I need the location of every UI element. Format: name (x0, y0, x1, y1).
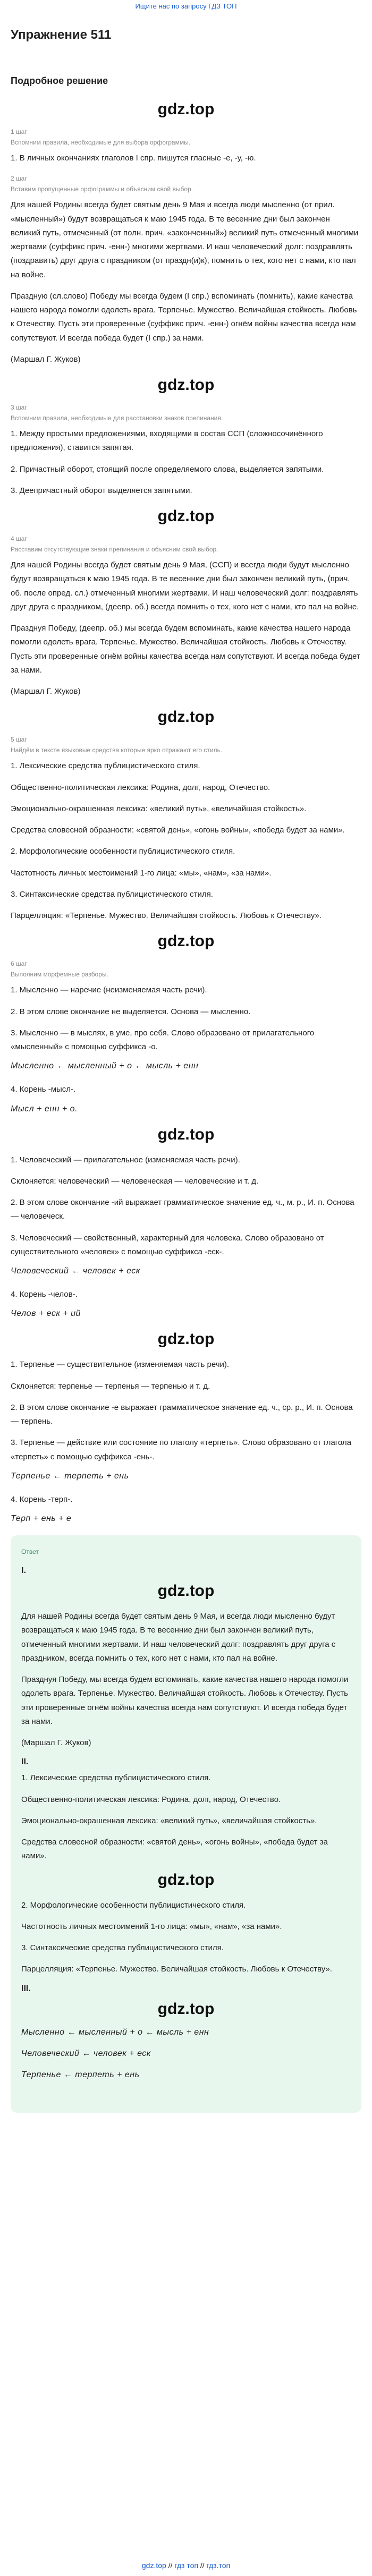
answer-text: Для нашей Родины всегда будет святым день 9 Мая, и всегда люди мысленно будут возвращаться к маю 1945 года. В те весенние дни был закончен великий путь, отмеченный многими жертвами. И наш человеческий долг: поздравлять друг друга с праздником, всегда помнить о тех, кого нет с нами, кто пал на войне. (21, 1612, 336, 1663)
step-text: Эмоционально-окрашенная лексика: «великий путь», «величайшая стойкость». (11, 804, 307, 813)
step-text: (Маршал Г. Жуков) (11, 354, 81, 364)
step-text: 4. Корень -челов-. (11, 1290, 78, 1299)
step-text: 2. В этом слове окончание -е выражает грамматическое значение ед. ч., ср. р., И. п. Основа — терпень. (11, 1402, 353, 1426)
step-5 (11, 736, 361, 923)
step-text: 3. Терпенье — действие или состояние по глаголу «терпеть». Слово образовано от глагола «терпеть» с помощью суффикса -ень-. (11, 1438, 352, 1461)
top-search-link[interactable]: Ищите нас по запросу ГДЗ ТОП (135, 2, 237, 10)
step-6 (11, 960, 361, 1524)
step-3 (11, 404, 361, 498)
footer-link-gdz-top[interactable]: gdz.top (141, 2561, 166, 2570)
watermark: gdz.top (157, 376, 215, 394)
step-text: 1. Человеческий — прилагательное (изменяемая часть речи). (11, 1155, 240, 1164)
watermark: gdz.top (157, 708, 215, 726)
watermark: gdz.top (157, 2000, 215, 2018)
page-title: Упражнение 511 (11, 28, 112, 42)
morpheme-scheme: Мысл + енн + о. (11, 1104, 78, 1113)
morpheme-scheme: Терпенье ← терпеть + ень (11, 1471, 129, 1481)
answer-text: Парцелляция: «Терпенье. Мужество. Величайшая стойкость. Любовь к Отечеству». (21, 1965, 332, 1974)
watermark: gdz.top (157, 932, 215, 950)
step-text: 1. В личных окончаниях глаголов I спр. пишутся гласные -е, -у, -ю. (11, 154, 256, 163)
watermark: gdz.top (157, 1582, 215, 1600)
answer-text: Частотность личных местоимений 1-го лица: «мы», «нам», «за нами». (21, 1922, 282, 1931)
morpheme-scheme: Челов + еск + ий (11, 1309, 81, 1319)
answer-section-1: I. (21, 1566, 26, 1575)
step-text: 1. Между простыми предложениями, входящими в состав ССП (сложносочинённого предложения), ставится запятая. (11, 429, 323, 453)
step-label: 2 шаг (11, 175, 27, 183)
step-text: 4. Корень -мысл-. (11, 1085, 76, 1094)
solution-title: Подробное решение (11, 75, 108, 86)
watermark: gdz.top (157, 507, 215, 525)
step-text: Склоняется: терпенье — терпенья — терпенью и т. д. (11, 1381, 210, 1391)
answer-text: 3. Синтаксические средства публицистического стиля. (21, 1943, 224, 1952)
step-text: 2. В этом слове окончание не выделяется. Основа — мысленно. (11, 1007, 251, 1016)
answer-section-2: II. (21, 1757, 29, 1767)
step-text: 2. Морфологические особенности публицистического стиля. (11, 847, 235, 856)
step-text: Средства словесной образности: «святой день», «огонь войны», «победа будет за нами». (11, 826, 345, 835)
step-text: 3. Человеческий — свойственный, характерный для человека. Слово образовано от существительного «человек» с помощью суффикса -еск-. (11, 1233, 324, 1256)
step-text: (Маршал Г. Жуков) (11, 687, 81, 696)
top-banner (0, 0, 372, 14)
step-text: Празднуя Победу, (деепр. об.) мы всегда будем вспоминать, какие качества нашего народа помогли одолеть врага. Терпенье. Мужество. Величайшая стойкость. Любовь к Отечеству. Пусть эти проверенные огнём войны качества всегда нам сопутствуют. И всегда победа будет за нами. (11, 624, 360, 675)
morpheme-scheme: Мысленно ← мысленный + о ← мысль + енн (11, 1061, 199, 1071)
answer-text: 2. Морфологические особенности публицистического стиля. (21, 1900, 246, 1910)
answer-text: Эмоционально-окрашенная лексика: «великий путь», «величайшая стойкость». (21, 1816, 317, 1825)
step-1 (11, 128, 361, 165)
answer-label: Ответ (21, 1548, 39, 1555)
morpheme-scheme: Человеческий ← человек + еск (21, 2048, 151, 2058)
footer-separator: // (198, 2561, 207, 2570)
watermark: gdz.top (157, 1330, 215, 1348)
morpheme-scheme: Терпенье ← терпеть + ень (21, 2070, 140, 2079)
answer-text: Средства словесной образности: «святой день», «огонь войны», «победа будет за нами». (21, 1838, 328, 1861)
watermark: gdz.top (157, 1871, 215, 1889)
step-label: 4 шаг (11, 535, 27, 542)
step-label: 3 шаг (11, 404, 27, 411)
step-text: 4. Корень -терп-. (11, 1494, 73, 1504)
step-label: 5 шаг (11, 736, 27, 744)
morpheme-scheme: Терп + ень + е (11, 1514, 72, 1523)
watermark: gdz.top (157, 1125, 215, 1143)
step-desc: Вставим пропущенные орфограммы и объясним свой выбор. (11, 185, 193, 193)
step-text: Парцелляция: «Терпенье. Мужество. Величайшая стойкость. Любовь к Отечеству». (11, 911, 322, 920)
step-text: Частотность личных местоимений 1-го лица: «мы», «нам», «за нами». (11, 868, 272, 878)
step-text: 1. Лексические средства публицистического стиля. (11, 761, 200, 771)
step-text: 3. Деепричастный оборот выделяется запятыми. (11, 486, 192, 495)
footer-separator: // (166, 2561, 175, 2570)
morpheme-scheme: Мысленно ← мысленный + о ← мысль + енн (21, 2027, 209, 2037)
step-text: Праздную (сл.слово) Победу мы всегда будем (I спр.) вспоминать (помнить), какие качества нашего народа помогли одолеть врага. Терпенье. Мужество. Величайшая стойкость. Любовь к Отечеству. Пусть эти проверенные (суффикс прич. -енн-) огнём войны качества всегда нам сопутствуют. И всегда победа будет (I спр.) за нами. (11, 291, 357, 343)
answer-text: Общественно-политическая лексика: Родина, долг, народ, Отечество. (21, 1795, 281, 1804)
step-text: Для нашей Родины всегда будет святым день 9 Мая, (ССП) и всегда люди будут мысленно будут возвращаться к маю 1945 года. В те весенние дни был закончен великий путь, (прич. об. после опред. сл.) отмеченный многими жертвами. И наш человеческий долг: поздравлять друг друга с праздником, (деепр. об.) всегда помнить о тех, кого нет с нами, кто пал на войне. (11, 560, 359, 611)
step-text: 2. Причастный оборот, стоящий после определяемого слова, выделяется запятыми. (11, 464, 324, 474)
step-desc: Найдём в тексте языковые средства которые ярко отражают его стиль. (11, 746, 223, 754)
step-text: Для нашей Родины всегда будет святым день 9 Мая и всегда люди мысленно (от прил. «мысленный») будут возвращаться к маю 1945 года. В те весенние дни был закончен великий путь, отмеченный (от полн. прич. «законченный») великий путь отмеченный многими жертвами (суффикс прич. -енн-) многими жертвами. И наш человеческий долг: поздравлять (поздравить) друг друга с праздником (от праздн(и)к), помнить о тех, кого нет с нами, кто пал на войне. (11, 200, 359, 279)
answer-text: Празднуя Победу, мы всегда будем вспоминать, какие качества нашего народа помогли одолеть врага. Терпенье. Мужество. Величайшая стойкость. Любовь к Отечеству. Пусть эти проверенные огнём войны качества всегда нам сопутствуют. И всегда победа будет за нами. (21, 1675, 349, 1726)
step-text: Общественно-политическая лексика: Родина, долг, народ, Отечество. (11, 783, 270, 792)
step-2 (11, 175, 361, 367)
step-text: 2. В этом слове окончание -ий выражает грамматическое значение ед. ч., м. р., И. п. Основа — человеческ. (11, 1198, 354, 1221)
step-4 (11, 535, 361, 699)
step-text: 3. Синтаксические средства публицистического стиля. (11, 889, 213, 899)
morpheme-scheme: Человеческий ← человек + еск (11, 1266, 140, 1276)
step-label: 1 шаг (11, 128, 27, 135)
answer-block (11, 1535, 361, 2113)
step-text: Склоняется: человеческий — человеческая — человеческие и т. д. (11, 1176, 259, 1186)
step-desc: Вспомним правила, необходимые для расстановки знаков препинания. (11, 414, 223, 422)
watermark: gdz.top (157, 100, 215, 118)
step-text: 1. Мысленно — наречие (неизменяемая часть речи). (11, 985, 207, 995)
footer (0, 2561, 372, 2570)
answer-text: (Маршал Г. Жуков) (21, 1738, 91, 1747)
footer-link-gdz-top-dot[interactable]: гдз.топ (206, 2561, 231, 2570)
step-desc: Расставим отсутствующие знаки препинания и объясним свой выбор. (11, 546, 218, 553)
page-content (0, 28, 372, 2113)
step-desc: Выполним морфемные разборы. (11, 971, 108, 979)
step-text: 1. Терпенье — существительное (изменяемая часть речи). (11, 1360, 230, 1370)
footer-link-gdz-top-ru[interactable]: гдз топ (174, 2561, 198, 2570)
step-label: 6 шаг (11, 960, 27, 968)
answer-text: 1. Лексические средства публицистического стиля. (21, 1773, 211, 1783)
step-desc: Вспомним правила, необходимые для выбора орфограммы. (11, 139, 191, 146)
answer-section-3: III. (21, 1984, 31, 1993)
step-text: 3. Мысленно — в мыслях, в уме, про себя. Слово образовано от прилагательного «мысленный» с помощью суффикса -о. (11, 1028, 315, 1051)
